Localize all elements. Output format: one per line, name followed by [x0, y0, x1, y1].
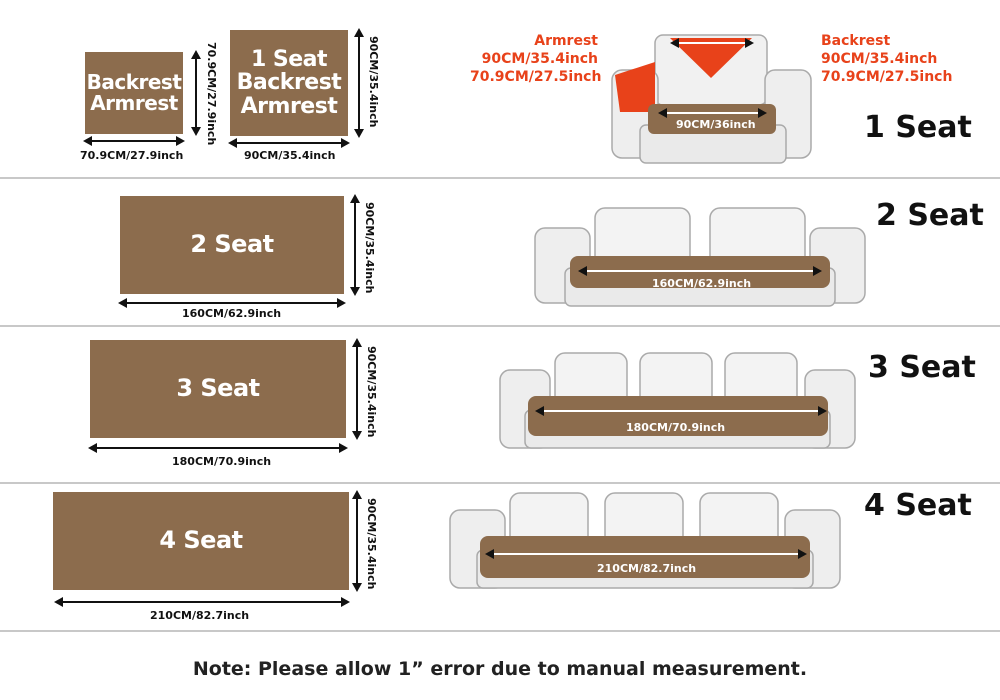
sofa-width-label: 180CM/70.9inch — [626, 421, 726, 434]
swatch-4-seat — [53, 492, 349, 590]
backrest-dim-1: 90CM/35.4inch — [821, 51, 938, 67]
height-arrow — [356, 340, 358, 438]
sofa-width-arrow — [487, 553, 805, 555]
backrest-dim-2: 70.9CM/27.5inch — [821, 69, 953, 85]
row-divider — [0, 325, 1000, 327]
backrest-callout — [821, 32, 952, 86]
height-arrow — [356, 492, 358, 590]
height-label: 90CM/35.4inch — [367, 36, 380, 128]
armrest-dim-1: 90CM/35.4inch — [481, 51, 598, 67]
swatch-1-seat-backrest-armrest — [230, 30, 348, 136]
width-arrow — [85, 140, 183, 142]
swatch-b-line2: Backrest — [236, 70, 342, 96]
width-arrow — [120, 302, 344, 304]
height-label: 90CM/35.4inch — [365, 346, 378, 438]
armrest-dim-2: 70.9CM/27.5inch — [470, 69, 602, 85]
sofa-width-label: 90CM/36inch — [676, 118, 756, 131]
swatch-b-line1: 1 Seat — [250, 47, 328, 73]
height-arrow — [195, 52, 197, 134]
sofa-width-arrow — [537, 410, 825, 412]
height-label: 70.9CM/27.9inch — [205, 42, 218, 146]
width-arrow — [56, 601, 348, 603]
swatch-2-seat — [120, 196, 344, 294]
sofa-width-label: 160CM/62.9inch — [652, 277, 752, 290]
height-label: 90CM/35.4inch — [363, 202, 376, 294]
width-label: 210CM/82.7inch — [150, 609, 250, 622]
width-arrow — [90, 447, 346, 449]
height-label: 90CM/35.4inch — [365, 498, 378, 590]
swatch-3-seat — [90, 340, 346, 438]
swatch-label: 2 Seat — [190, 230, 274, 259]
armrest-callout — [470, 32, 602, 86]
seat-title: 4 Seat — [864, 488, 972, 523]
width-arrow — [230, 142, 348, 144]
width-label: 180CM/70.9inch — [172, 455, 272, 468]
width-label: 160CM/62.9inch — [182, 307, 282, 320]
sofa-width-arrow — [660, 112, 765, 114]
row-divider — [0, 177, 1000, 179]
swatch-label: 3 Seat — [176, 374, 260, 403]
seat-title: 2 Seat — [876, 198, 984, 233]
sofa-3-seat-illustration — [495, 348, 860, 458]
backrest-arrow — [672, 42, 752, 44]
swatch-backrest-armrest — [85, 52, 183, 134]
row-divider — [0, 482, 1000, 484]
swatch-b-line3: Armrest — [240, 93, 338, 119]
sofa-1-seat-illustration — [600, 30, 820, 170]
width-label: 90CM/35.4inch — [244, 149, 336, 162]
sofa-width-label: 210CM/82.7inch — [597, 562, 697, 575]
swatch-a-line2: Armrest — [90, 91, 178, 115]
seat-title: 3 Seat — [868, 350, 976, 385]
sofa-4-seat-illustration — [445, 488, 845, 600]
measurement-note: Note: Please allow 1” error due to manual measurement. — [192, 658, 808, 680]
width-label: 70.9CM/27.9inch — [80, 149, 184, 162]
sofa-2-seat-illustration — [525, 198, 875, 313]
height-arrow — [354, 196, 356, 294]
sofa-width-arrow — [580, 270, 820, 272]
seat-title: 1 Seat — [864, 110, 972, 145]
armrest-title: Armrest — [534, 33, 598, 49]
height-arrow — [358, 30, 360, 136]
backrest-title: Backrest — [821, 33, 891, 49]
swatch-label: 4 Seat — [159, 526, 243, 555]
swatch-a-line1: Backrest — [86, 70, 182, 94]
row-divider — [0, 630, 1000, 632]
